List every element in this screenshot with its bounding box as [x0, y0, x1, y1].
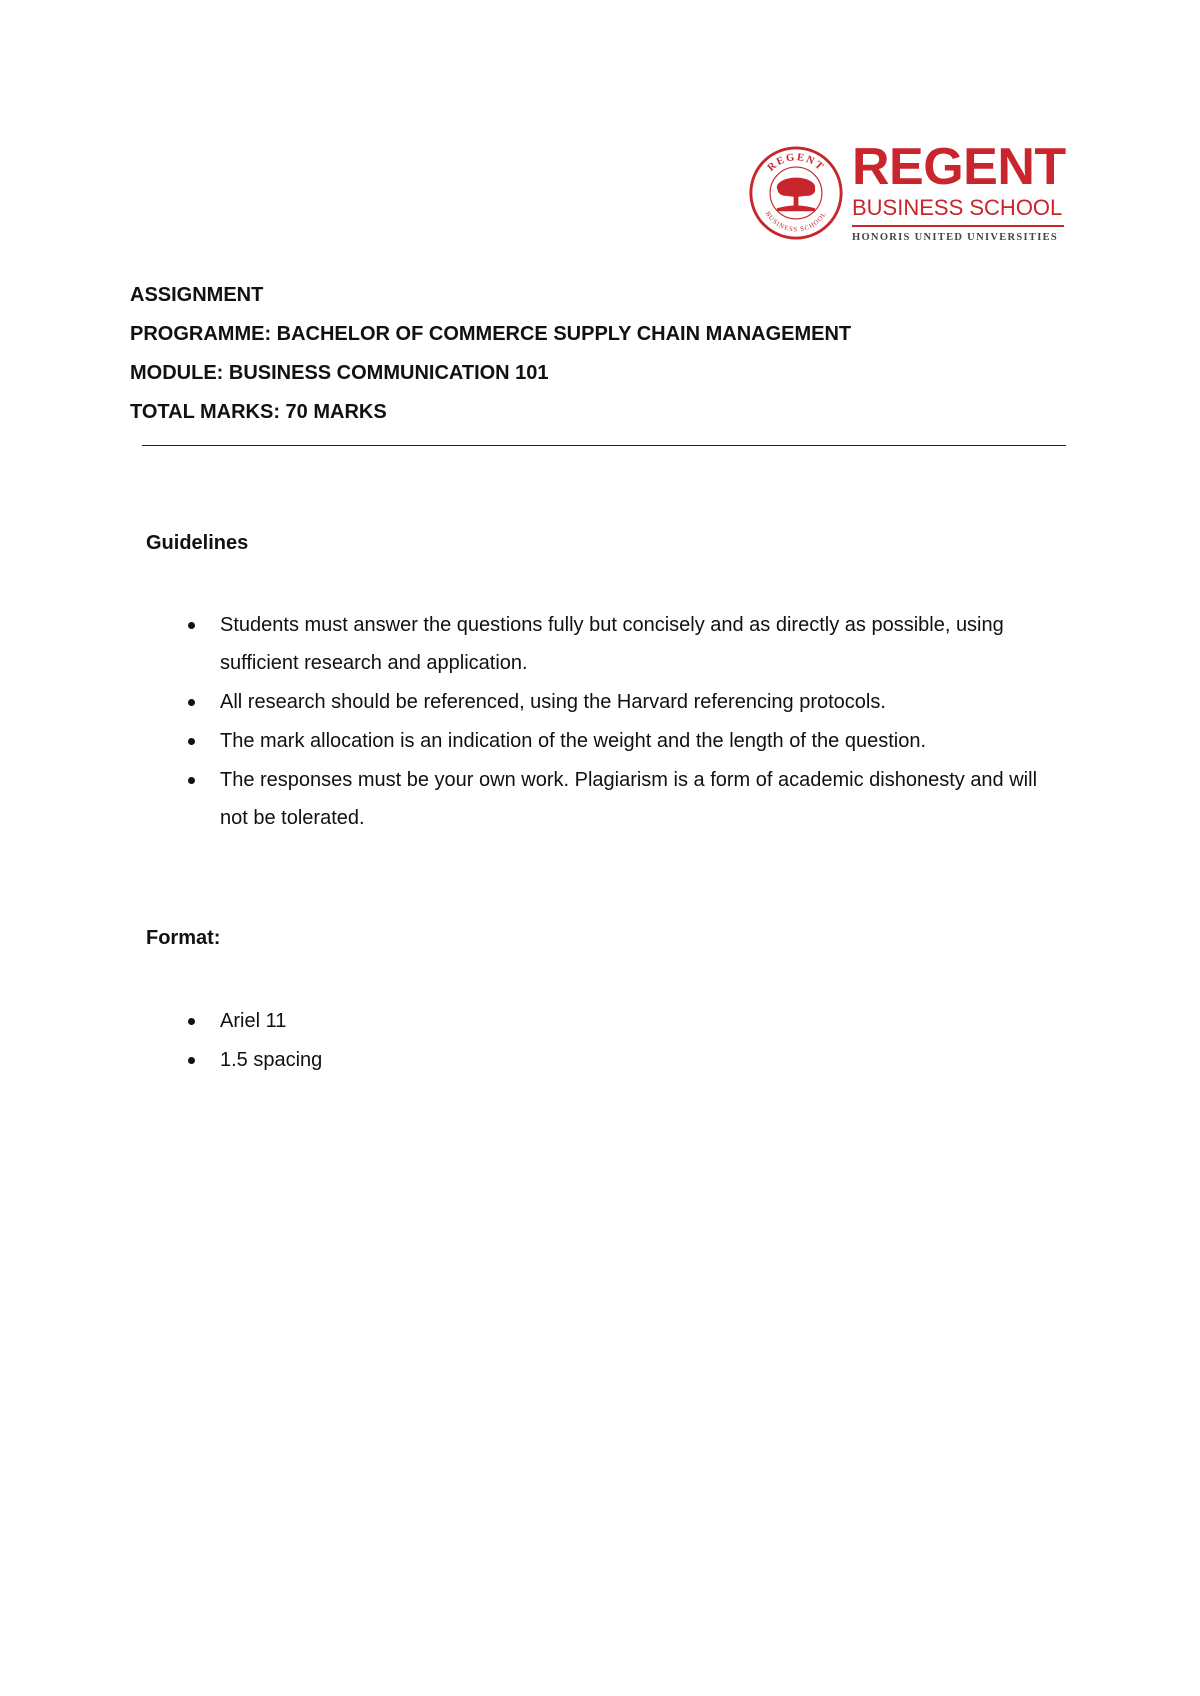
format-text: 1.5 spacing: [220, 1049, 323, 1071]
bullet-icon: [188, 1057, 195, 1064]
bullet-icon: [188, 622, 195, 629]
tree-seal-icon: [748, 145, 844, 241]
assignment-title: ASSIGNMENT: [130, 284, 264, 306]
logo-rule: [852, 225, 1064, 227]
format-list: [0, 1002, 1200, 1080]
programme-line: PROGRAMME: BACHELOR OF COMMERCE SUPPLY CHAIN MANAGEMENT: [130, 323, 852, 345]
list-item: [0, 683, 1060, 721]
list-item: [0, 1002, 1060, 1040]
list-item: [0, 761, 1060, 837]
bullet-icon: [188, 1018, 195, 1025]
guideline-text: The responses must be your own work. Plagiarism is a form of academic dishonesty and will not be tolerated.: [220, 769, 1038, 829]
svg-text:REGENT: REGENT: [765, 152, 827, 174]
guideline-text: All research should be referenced, using the Harvard referencing protocols.: [220, 691, 886, 713]
guidelines-heading: Guidelines: [146, 532, 249, 554]
module-line: MODULE: BUSINESS COMMUNICATION 101: [130, 362, 549, 384]
list-item: [0, 606, 1060, 682]
bullet-icon: [188, 738, 195, 745]
svg-text:BUSINESS SCHOOL: BUSINESS SCHOOL: [763, 210, 829, 234]
list-item: [0, 1041, 1060, 1079]
format-heading: Format:: [146, 927, 221, 949]
assignment-header: [130, 276, 1080, 432]
bullet-icon: [188, 777, 195, 784]
format-text: Ariel 11: [220, 1010, 287, 1032]
logo-wordmark: [852, 140, 1068, 243]
regent-logo: [748, 140, 1068, 250]
logo-subname: BUSINESS SCHOOL: [852, 195, 1063, 220]
logo-tagline: HONORIS UNITED UNIVERSITIES: [852, 232, 1059, 243]
header-divider: [142, 445, 1066, 446]
guideline-text: Students must answer the questions fully but concisely and as directly as possible, using sufficient research and application.: [220, 614, 1004, 674]
guideline-text: The mark allocation is an indication of the weight and the length of the question.: [220, 730, 927, 752]
list-item: [0, 722, 1060, 760]
bullet-icon: [188, 699, 195, 706]
total-marks-line: TOTAL MARKS: 70 MARKS: [130, 401, 387, 423]
logo-name: REGENT: [852, 138, 1066, 196]
guidelines-list: [0, 606, 1200, 838]
